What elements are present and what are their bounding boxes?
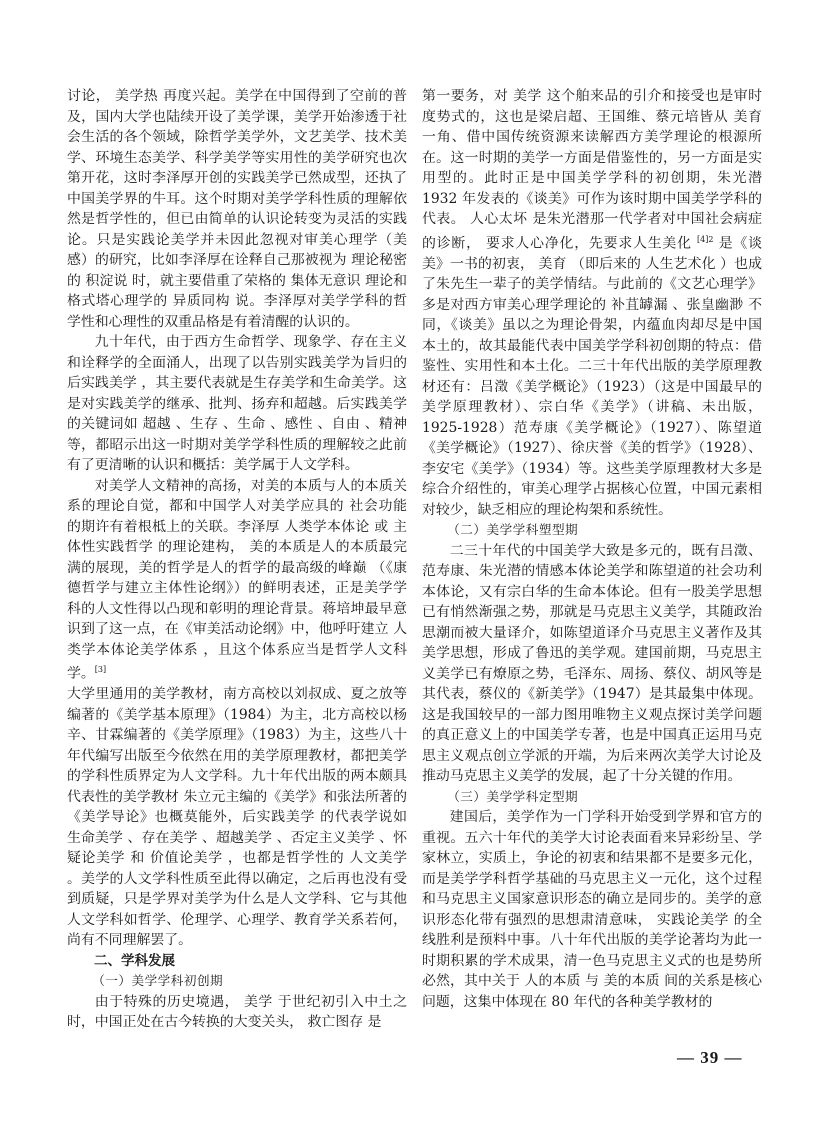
paragraph: 二三十年代的中国美学大致是多元的，既有吕澂、范寿康、朱光潜的情感本体论美学和陈望道的社会功利本体论，又有宗白华的生命本体论。但有一股美学思想已有悄然渐强之势，那就是马克思主义美学，其随政治思潮而被大量译介，如陈望道译介马克思主义著作及其美学思想，形成了鲁迅的美学观。建国前期，马克思主义美学已有燎原之势，毛泽东、周扬、蔡仪、胡风等是其代表，蔡仪的《新美学》（1947）是其最集中体现。这是我国较早的一部力图用唯物主义观点探讨美学问题的真正意义上的中国美学专著，也是中国真正运用马克思主义观点创立学派的开端，为后来两次美学大讨论及推动马克思主义美学的发展，起了十分关键的作用。 <box>422 542 762 785</box>
paragraph-text: 是《谈美》一书的初衷， 美育 （即后来的 人生艺术化 ）也成了朱先生一辈子的美学情结。与此前的《文艺心理学》多是对西方审美心理学理论的 补苴罅漏 、张皇幽渺 不同，《谈美》虽以之为理论骨架，内蕴血肉却尽是中国本土的，故其最能代表中国美学学科初创期的特点：借鉴性、实用性和本土化。二三十年代出版的美学原理教材还有：吕澂《美学概论》（1923）（这是中国最早的美学原理教材）、宗白华《美学》（讲稿、未出版，1925-1928）范寿康《美学概论》（1927）、陈望道《美学概论》（1927）、徐庆誉《美的哲学》（1928）、李安宅《美学》（1934）等。这些美学原理教材大多是综合介绍性的，审美心理学占据核心位置，中国元素相对较少，缺乏相应的理论构架和系统性。 <box>422 235 762 518</box>
section-heading: 二、学科发展 <box>94 952 175 969</box>
paragraph: 讨论， 美学热 再度兴起。美学在中国得到了空前的普及，国内大学也陆续开设了美学课，美学开始渗透于社会生活的各个领域，除哲学美学外，文艺美学、技术美学、环境生态美学、科学美学等实用性的美学研究也次第开花，这时李泽厚开创的实践美学已然成型，还执了中国美学界的牛耳。这个时期对美学学科性质的理解依然是哲学性的，但已由简单的认识论转变为灵活的实践论。只是实践论美学并未因此忽视对审美心理学（美感）的研究，比如李泽厚在诠释自己那被视为 理论秘密 的 积淀说 时，就主要借重了荣格的 集体无意识 理论和格式塔心理学的 异质同构 说。李泽厚对美学学科的哲学性和心理性的双重品格是有着清醒的认识的。 <box>67 88 407 330</box>
right-column <box>422 86 762 1012</box>
footnote-ref: [4]2 <box>697 234 714 244</box>
paragraph: 建国后，美学作为一门学科开始受到学界和官方的重视。五六十年代的美学大讨论表面看来异彩纷呈、学家林立，实质上，争论的初衷和结果都不是要多元化，而是美学学科哲学基础的马克思主义一元化，这个过程和马克思主义国家意识形态的确立是同步的。美学的意识形态化带有强烈的思想肃清意味， 实践论美学 的全线胜利是预料中事。八十年代出版的美学论著均为此一时期积累的学术成果，清一色马克思主义式的也是势所必然，其中关于 人的本质 与 美的本质 间的关系是核心问题，这集中体现在 80 年代的各种美学教材的 <box>422 809 762 1010</box>
subsection-heading: （一）美学学科初创期 <box>92 973 224 989</box>
paragraph-text: 第一要务，对 美学 这个舶来品的引介和接受也是审时度势式的，这也是梁启超、王国维、蔡元培皆从 美育 一角、借中国传统资源来读解西方美学理论的根源所在。这一时期的美学一方面是借鉴性的，另一方面是实用型的。此时正是中国美学学科的初创期，朱光潜 1932 年发表的《谈美》可作为该时期中国美学学科的代表。 人心太坏 是朱光潜那一代学者对中国社会病症的诊断， 要求人心净化，先要求人生美化 <box>422 88 762 252</box>
left-column <box>67 86 407 1033</box>
paragraph-text: 九十年代，由于西方生命哲学、现象学、存在主义和诠释学的全面涌人，出现了以告别实践美学为旨归的 后实践美学 ，其主要代表就是生存美学和生命美学。这是对实践美学的继承、批判、扬弃和超越。后实践美学的关键词如 超越 、生存 、生命 、感性 、自由 、精神 等，都昭示出这一时期对美学学科性质的理解较之此前有了更清晰的认识和概括：美学属于人文学科。 <box>67 334 407 473</box>
paragraph <box>67 476 407 685</box>
page-number: — 39 — <box>677 1048 743 1067</box>
footnote-ref: [3] <box>94 665 107 674</box>
paragraph-text: 对美学人文精神的高扬，对美的本质与人的本质关系的理论自觉，都和中国学人对美学应具的 社会功能 的期许有着根柢上的关联。李泽厚 人类学本体论 或 主体性实践哲学 的理论建构， 美的本质是人的本质最完满的展现，美的哲学是人的哲学的最高级的峰巅 （《康德哲学与建立主体性论纲》）的鲜明表述，正是美学学科的人文性得以凸现和彰明的理论背景。蒋培坤最早意识到了这一点，在《审美活动论纲》中，他呼吁建立 人类学本体论美学体系 ，且这个体系应当是哲学人文科学。 <box>67 477 407 682</box>
paragraph <box>422 86 762 520</box>
paragraph: 大学里通用的美学教材，南方高校以刘叔成、夏之放等编著的《美学基本原理》（1984）为主，北方高校以杨辛、甘霖编著的《美学原理》（1983）为主，这些八十年代编写出版至今依然在用的美学原理教材，都把美学的学科性质界定为人文学科。九十年代出版的两本颇具代表性的美学教材 朱立元主编的《美学》和张法所著的《美学导论》也概莫能外，后实践美学 的代表学说如 生命美学 、存在美学 、超越美学 、否定主义美学 、怀疑论美学 和 价值论美学 ，也都是哲学性的 人文美学 。美学的人文学科性质至此得以确定，之后再也没有受到质疑，只是学界对美学为什么是人文学科、它与其他人文学科如哲学、伦理学、心理学、教育学关系若何，尚有不同理解罢了。 <box>67 686 407 949</box>
subsection-heading: （三）美学学科定型期 <box>447 788 579 804</box>
paragraph: 由于特殊的历史境遇， 美学 于世纪初引入中土之时，中国正处在古今转换的大变关头， 救亡图存 是 <box>67 993 407 1031</box>
subsection-heading: （二）美学学科塑型期 <box>447 522 579 538</box>
paragraph <box>67 332 407 476</box>
